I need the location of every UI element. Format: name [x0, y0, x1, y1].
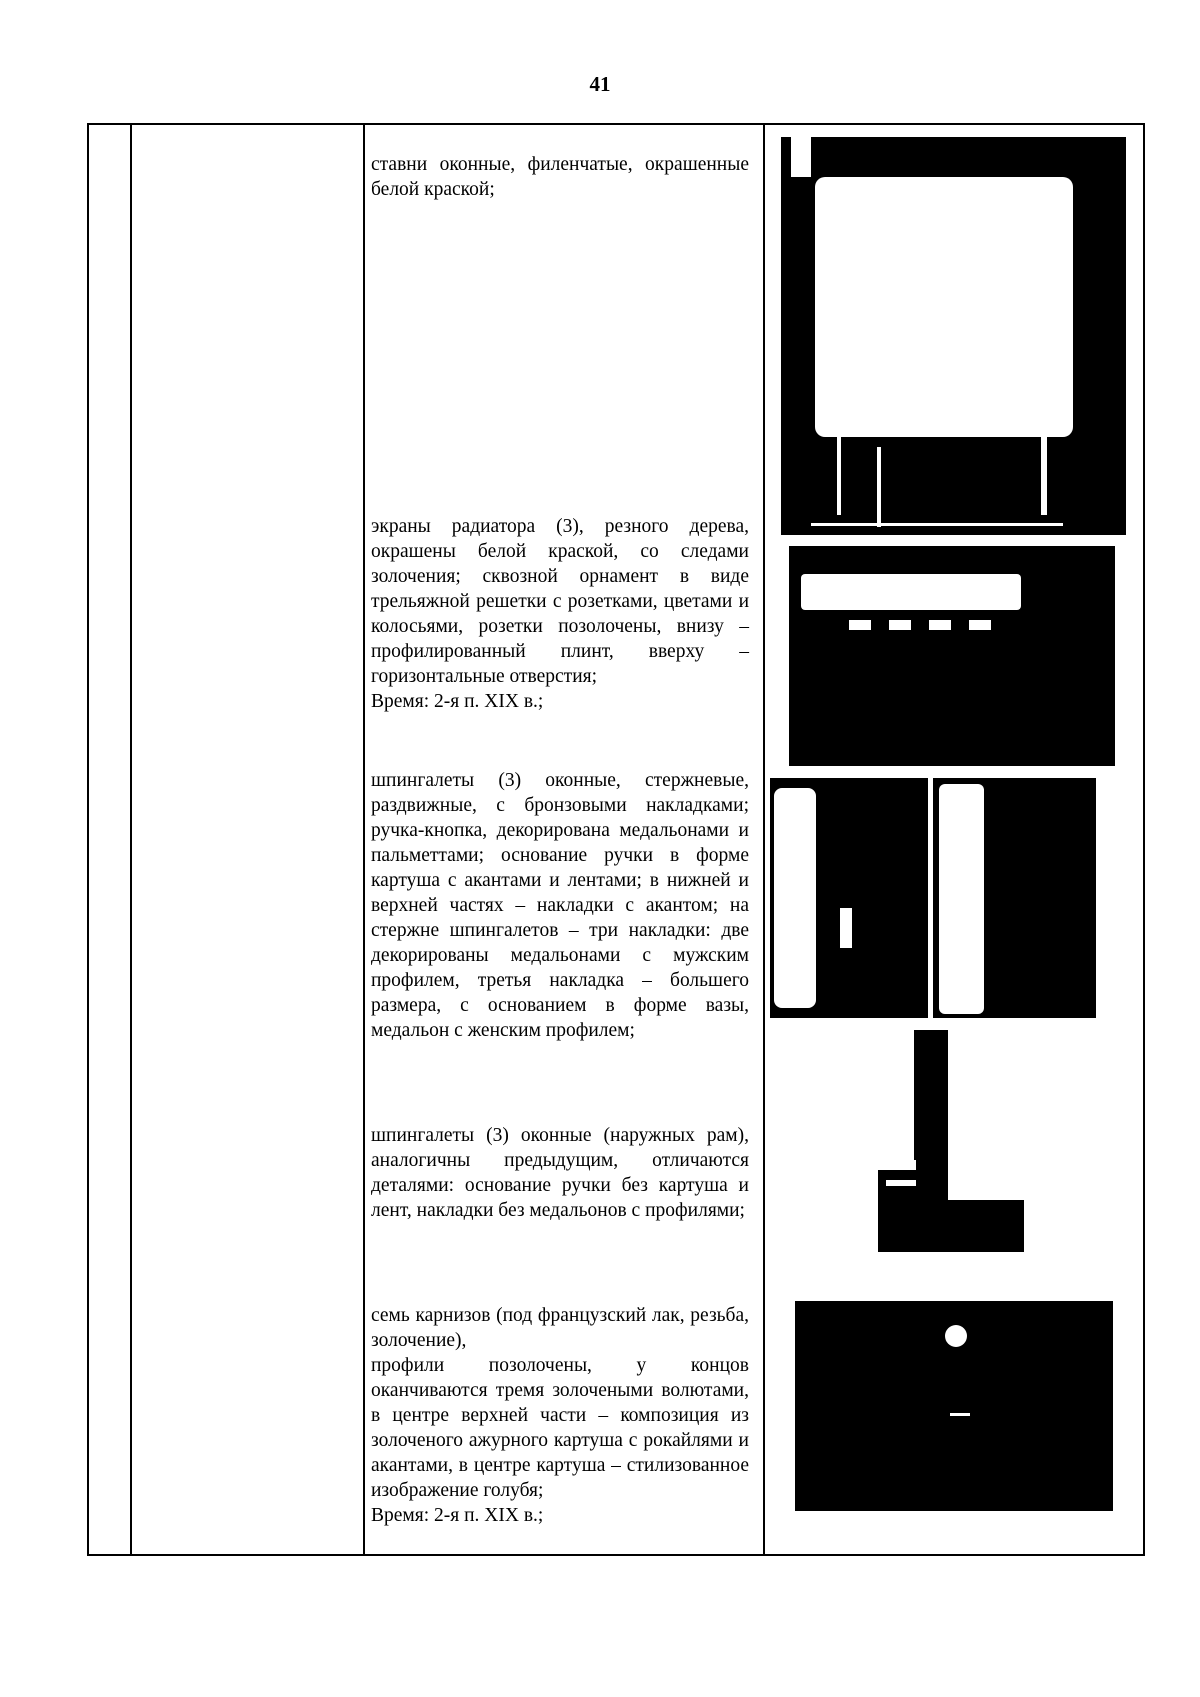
shutters-photo: [781, 125, 1126, 535]
entry-text: шпингалеты (3) оконные (наружных рам), аналогичны предыдущим, отличаются деталями: основание ручки без картуша и лент, накладки без медальонов с профилями;: [371, 1125, 749, 1221]
entry-text: экраны радиатора (3), резного дерева, окрашены белой краской, со следами золочения; сквозной орнамент в виде трельяжной решетки с розетками, цветами и колосьями, розетки позолочены, внизу – профилированный плинт, вверху – горизонтальные отверстия;: [371, 516, 749, 687]
latch-photo-right: [933, 778, 1096, 1018]
column-divider-1: [130, 125, 132, 1554]
entry-window-latches: [371, 768, 749, 1043]
entry-date: Время: 2-я п. XIX в.;: [371, 691, 544, 712]
entry-outer-latches: [371, 1123, 749, 1223]
entry-shutters: [371, 152, 749, 202]
entry-date: Время: 2-я п. XIX в.;: [371, 1505, 544, 1526]
entry-text: профили позолочены, у концов оканчиваются тремя золочеными волютами, в центре верхней части – композиция из золоченого ажурного картуша с рокайлями и акантами, в центре картуша – стилизованное изображение голубя;: [371, 1355, 749, 1501]
entry-cornices: [371, 1303, 749, 1528]
entry-text: шпингалеты (3) оконные, стержневые, раздвижные, с бронзовыми накладками; ручка-кнопка, декорирована медальонами и пальметтами; основание ручки в форме картуша с акантами и лентами; в нижней и верхней частях – накладки с акантом; на стержне шпингалетов – три накладки: две декорированы медальонами с мужским профилем, третья накладка – большего размера, с основанием в форме вазы, медальон с женским профилем;: [371, 770, 749, 1041]
entry-radiator-screens: [371, 514, 749, 714]
latch-photo-left: [770, 778, 928, 1018]
outer-latch-photo: [878, 1030, 1024, 1252]
column-divider-2: [363, 125, 365, 1554]
entry-text: ставни оконные, филенчатые, окрашенные белой краской;: [371, 154, 749, 200]
column-divider-3: [763, 125, 765, 1554]
page-number: 41: [589, 72, 611, 96]
entry-text: семь карнизов (под французский лак, резьба, золочение),: [371, 1305, 749, 1351]
radiator-screen-photo: [789, 546, 1115, 766]
cornice-photo: [795, 1301, 1113, 1511]
